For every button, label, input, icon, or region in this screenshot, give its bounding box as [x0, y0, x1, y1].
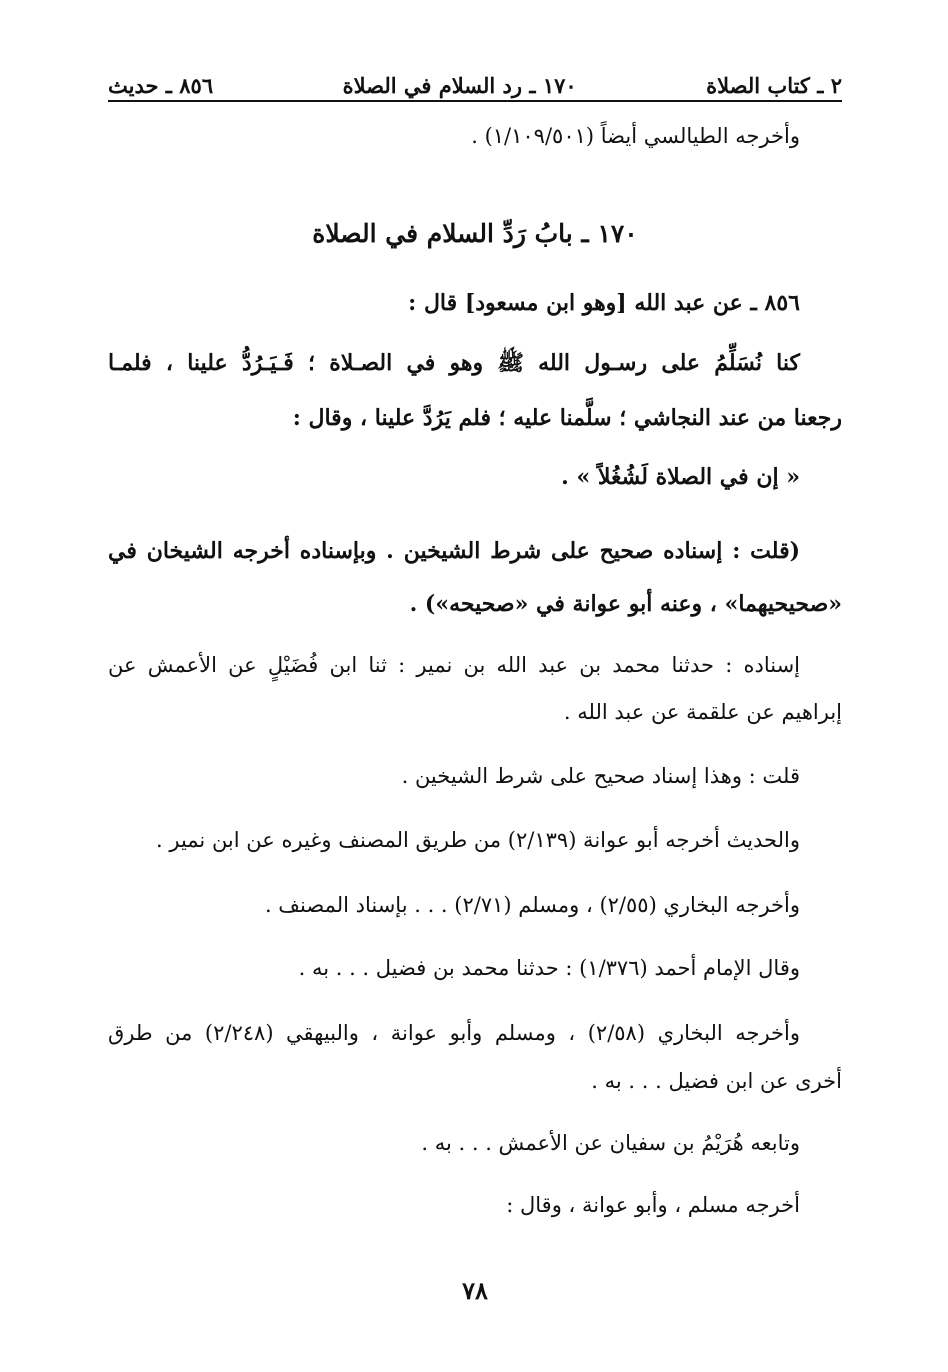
header-rule — [108, 100, 842, 102]
header-book-title: ٢ ـ كتاب الصلاة — [706, 73, 842, 98]
running-header — [108, 58, 842, 98]
text-line: أخرجه مسلم ، وأبو عوانة ، وقال : — [506, 1193, 800, 1217]
text-line: وأخرجه الطيالسي أيضاً (١/١٠٩/٥٠١) . — [471, 124, 800, 148]
text-line: وقال الإمام أحمد (١/٣٧٦) : حدثنا محمد بن فضيل . . . به . — [298, 956, 800, 980]
header-chapter-title: ١٧٠ ـ رد السلام في الصلاة — [342, 73, 577, 98]
text-line: والحديث أخرجه أبو عوانة (٢/١٣٩) من طريق المصنف وغيره عن ابن نمير . — [156, 828, 800, 852]
header-hadith-number: ٨٥٦ ـ حديث — [108, 73, 214, 98]
hadith-text-line: « إن في الصلاة لَشُغُلاً » . — [561, 464, 800, 490]
isnad-line: إسناده : حدثنا محمد بن عبد الله بن نمير : ثنا ابن فُضَيْلٍ عن الأعمش عن — [108, 653, 800, 677]
text-line: وأخرجه البخاري (٢/٥٥) ، ومسلم (٢/٧١) . . . بإسناد المصنف . — [264, 893, 800, 917]
text-line: قلت : وهذا إسناد صحيح على شرط الشيخين . — [401, 764, 800, 788]
commentary-line: «صحيحيهما» ، وعنه أبو عوانة في «صحيحه») . — [409, 591, 842, 617]
chapter-heading: ١٧٠ ـ بابُ رَدِّ السلام في الصلاة — [312, 219, 638, 248]
text-line: أخرى عن ابن فضيل . . . به . — [591, 1069, 842, 1093]
text-line: وأخرجه البخاري (٢/٥٨) ، ومسلم وأبو عوانة ، والبيهقي (٢/٢٤٨) من طرق — [108, 1021, 801, 1045]
text-line: وتابعه هُرَيْمُ بن سفيان عن الأعمش . . . به . — [421, 1131, 800, 1155]
book-page — [108, 0, 842, 1372]
isnad-line: إبراهيم عن علقمة عن عبد الله . — [563, 700, 842, 724]
hadith-opening-line: ٨٥٦ ـ عن عبد الله [وهو ابن مسعود] قال : — [408, 290, 800, 316]
page-number: ٧٨ — [462, 1276, 488, 1305]
hadith-text-line: رجعنا من عند النجاشي ؛ سلَّمنا عليه ؛ فلم يَرُدَّ علينا ، وقال : — [292, 405, 842, 431]
hadith-text-line: كنا نُسَلِّمُ على رسـول الله ﷺ وهو في الصـلاة ؛ فَـيَـرُدُّ علينا ، فلمـا — [108, 350, 800, 376]
commentary-line: (قلت : إسناده صحيح على شرط الشيخين . وبإسناده أخرجه الشيخان في — [108, 538, 800, 564]
